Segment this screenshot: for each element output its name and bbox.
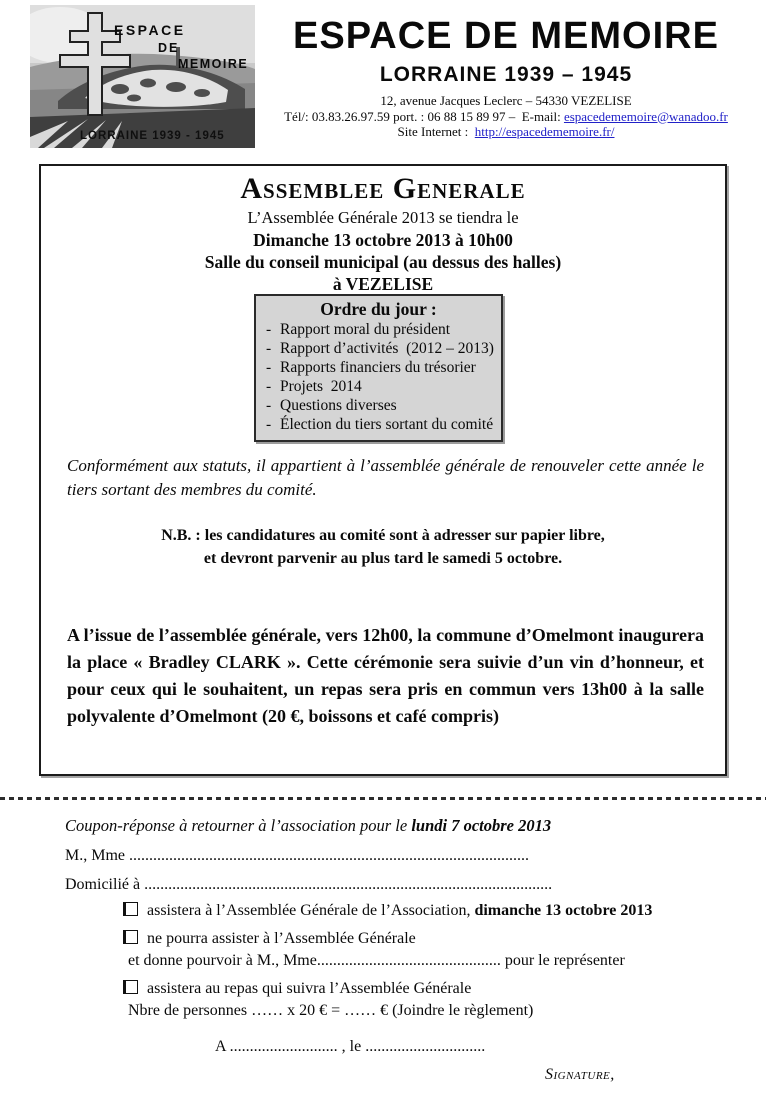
letterhead-text [283, 14, 729, 140]
contact-block [283, 93, 729, 140]
email-link[interactable]: espacedememoire@wanadoo.fr [563, 108, 728, 124]
option-date-bold: dimanche 13 octobre 2013 [474, 902, 653, 919]
agenda-item-label: Élection du tiers sortant du comité [280, 416, 494, 433]
assembly-date: Dimanche 13 octobre 2013 à 10h00 [253, 230, 513, 250]
page-subtitle: LORRAINE 1939 – 1945 [379, 63, 633, 86]
agenda-item-label: Projets 2014 [280, 378, 362, 395]
page-title: ESPACE DE MEMOIRE [293, 15, 719, 57]
dash-bullet: - [266, 359, 272, 376]
attend-meal-checkbox[interactable] [123, 980, 138, 994]
dash-bullet: - [266, 416, 272, 433]
agenda-title: Ordre du jour : [320, 299, 437, 319]
agenda-item-label: Rapport d’activités (2012 – 2013) [280, 340, 494, 357]
agenda-item [256, 339, 501, 358]
phone-text: Tél/: 03.83.26.97.59 port. : 06 88 15 89 97 – E-mail: [284, 108, 564, 124]
agenda-item-label: Rapports financiers du trésorier [280, 359, 476, 376]
dashed-cut-line [0, 797, 766, 800]
option-attend-meal [123, 978, 723, 1022]
agenda-item-label: Rapport moral du président [280, 321, 451, 338]
logo-word-de: DE [158, 41, 180, 55]
city-date-fill-line: A ........................... , le .............................. [215, 1038, 486, 1055]
website-link[interactable]: http://espacedememoire.fr/ [474, 124, 615, 139]
dash-bullet: - [266, 340, 272, 357]
address-fill-line: Domicilié à ...................................................................................................... [65, 876, 553, 893]
announcement-box [39, 164, 727, 776]
option-text: assistera au repas qui suivra l’Assemblée Générale [147, 980, 472, 997]
agenda-item [256, 396, 501, 415]
nb-note [41, 524, 725, 570]
ceremony-paragraph: A l’issue de l’assemblée générale, vers 12h00, la commune d’Omelmont inaugurera la place « Bradley CLARK ». Cette cérémonie sera suivie d’un vin d’honneur, et pour ceux qui le souhaitent, un repas sera pris en commun vers 13h00 à la salle polyvalente d’Omelmont (20 €, boissons et café compris) [67, 625, 704, 726]
assembly-place: Salle du conseil municipal (au dessus des halles) [204, 252, 562, 272]
agenda-item [256, 415, 501, 434]
dash-bullet: - [266, 397, 272, 414]
coupon-intro [65, 816, 551, 836]
signature-label: Signature, [545, 1066, 615, 1083]
cannot-attend-checkbox[interactable] [123, 930, 138, 944]
coupon-deadline: lundi 7 octobre 2013 [411, 816, 552, 835]
coupon-options [123, 900, 723, 1022]
dash-bullet: - [266, 378, 272, 395]
association-logo [30, 5, 255, 148]
agenda-item-label: Questions diverses [280, 397, 397, 414]
nb-line-2: et devront parvenir au plus tard le samedi 5 octobre. [203, 550, 563, 567]
logo-word-memoire: MEMOIRE [178, 57, 249, 71]
statutes-note: Conformément aux statuts, il appartient à l’assemblée générale de renouveler cette année le tiers sortant des membres du comité. [67, 456, 704, 499]
option-text: ne pourra assister à l’Assemblée Générale [147, 930, 416, 947]
logo-word-espace: ESPACE [114, 22, 186, 38]
website-line [283, 124, 729, 140]
option-cannot-attend [123, 928, 723, 972]
assembly-city: à VEZELISE [332, 274, 434, 294]
assembly-intro: L’Assemblée Générale 2013 se tiendra le [247, 208, 519, 227]
nb-line-1: N.B. : les candidatures au comité sont à adresser sur papier libre, [161, 527, 605, 544]
agenda-item [256, 377, 501, 396]
name-fill-line: M., Mme .................................................................................................... [65, 847, 529, 864]
proxy-fill-line: et donne pourvoir à M., Mme.............................................. pour le représenter [128, 952, 625, 969]
option-attend-ag [123, 900, 723, 922]
option-text: assistera à l’Assemblée Générale de l’Association, [147, 902, 475, 919]
agenda-item [256, 358, 501, 377]
assembly-heading: Assemblee Generale [240, 172, 526, 205]
phone-email-line [283, 109, 729, 125]
address-line: 12, avenue Jacques Leclerc – 54330 VEZELISE [380, 93, 632, 108]
coupon-intro-text: Coupon-réponse à retourner à l’association pour le [65, 816, 412, 835]
agenda-box [254, 294, 503, 442]
logo-caption: LORRAINE 1939 - 1945 [80, 130, 225, 142]
dash-bullet: - [266, 321, 272, 338]
meal-count-line: Nbre de personnes …… x 20 € = …… € (Joindre le règlement) [128, 1002, 534, 1019]
website-label: Site Internet : [397, 124, 475, 139]
agenda-item [256, 320, 501, 339]
attend-ag-checkbox[interactable] [123, 902, 138, 916]
